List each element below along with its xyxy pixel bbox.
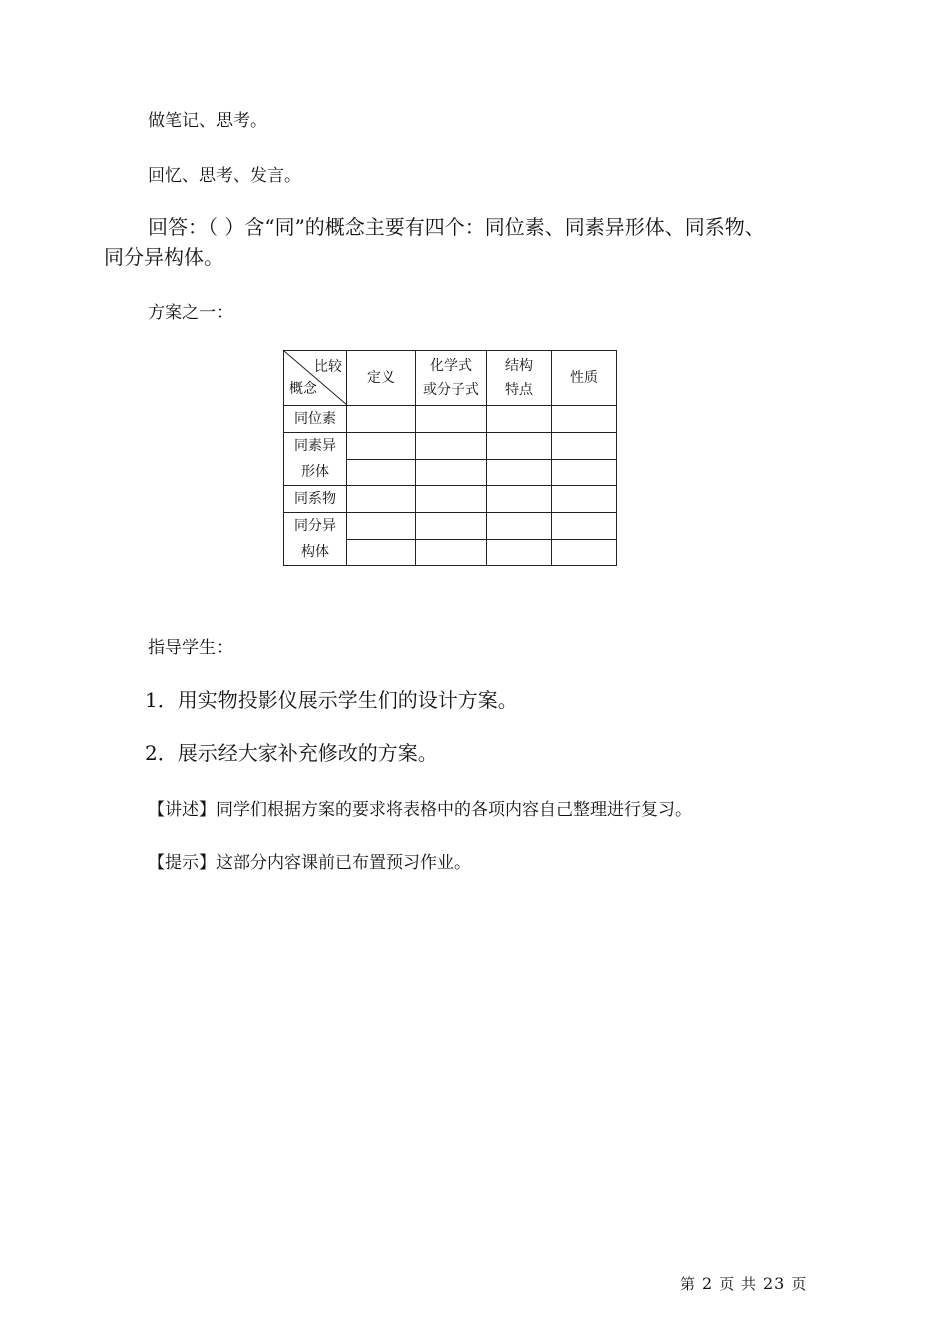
table-cell	[347, 513, 416, 540]
table-cell	[347, 539, 416, 566]
table-cell	[347, 433, 416, 460]
header-cell-formula: 化学式 或分子式	[416, 351, 487, 406]
list-number: 1．	[145, 688, 178, 712]
list-text: 用实物投影仪展示学生们的设计方案。	[177, 688, 518, 712]
table-cell	[487, 513, 552, 540]
header-cell-structure: 结构 特点	[487, 351, 552, 406]
paragraph-guide: 指导学生：	[148, 638, 233, 658]
corner-label-compare: 比较	[314, 359, 342, 375]
page-number: 2	[702, 1274, 714, 1293]
table-cell	[487, 539, 552, 566]
paragraph-hint	[148, 848, 471, 873]
table-cell	[487, 486, 552, 513]
table-cell	[552, 433, 617, 460]
paragraph-notes: 做笔记、思考。	[148, 111, 267, 131]
paragraph-recall: 回忆、思考、发言。	[148, 166, 301, 186]
table-cell	[416, 406, 487, 433]
table-cell	[416, 513, 487, 540]
list-item-1	[145, 684, 518, 713]
table-corner-cell	[284, 351, 347, 406]
list-number: 2．	[145, 741, 178, 765]
table-cell	[347, 459, 416, 486]
table-cell	[487, 433, 552, 460]
table-cell	[487, 459, 552, 486]
table-cell	[552, 459, 617, 486]
tag-hint: 【提示】	[148, 853, 216, 873]
table-cell	[552, 513, 617, 540]
header-cell-property: 性质	[552, 351, 617, 406]
table-cell	[416, 539, 487, 566]
paragraph-lecture	[148, 795, 692, 820]
tag-lecture: 【讲述】	[148, 800, 216, 820]
table-cell	[416, 433, 487, 460]
table-cell	[552, 486, 617, 513]
row-label-homolog: 同系物	[284, 486, 347, 513]
header-cell-definition: 定义	[347, 351, 416, 406]
corner-label-concept: 概念	[289, 381, 317, 397]
table-cell	[347, 486, 416, 513]
lecture-text: 同学们根据方案的要求将表格中的各项内容自己整理进行复习。	[216, 800, 692, 820]
table-cell	[347, 406, 416, 433]
list-text: 展示经大家补充修改的方案。	[177, 741, 438, 765]
page-footer: 第 2 页 共 23 页	[680, 1274, 808, 1293]
comparison-table	[283, 350, 617, 566]
paragraph-plan-title: 方案之一：	[148, 303, 233, 323]
table-cell	[416, 459, 487, 486]
list-item-2	[145, 737, 438, 766]
table-cell	[552, 406, 617, 433]
table-cell	[416, 486, 487, 513]
row-label-isotope: 同位素	[284, 406, 347, 433]
page-total: 23	[762, 1274, 786, 1293]
hint-text: 这部分内容课前已布置预习作业。	[216, 853, 471, 873]
table-cell	[487, 406, 552, 433]
paragraph-answer-line1: 回答：（ ）含“同”的概念主要有四个：同位素、同素异形体、同系物、	[148, 215, 765, 239]
row-label-allotrope: 同素异 形体	[284, 433, 347, 486]
paragraph-answer-line2: 同分异构体。	[104, 245, 224, 269]
row-label-isomer: 同分异 构体	[284, 513, 347, 566]
table-cell	[552, 539, 617, 566]
